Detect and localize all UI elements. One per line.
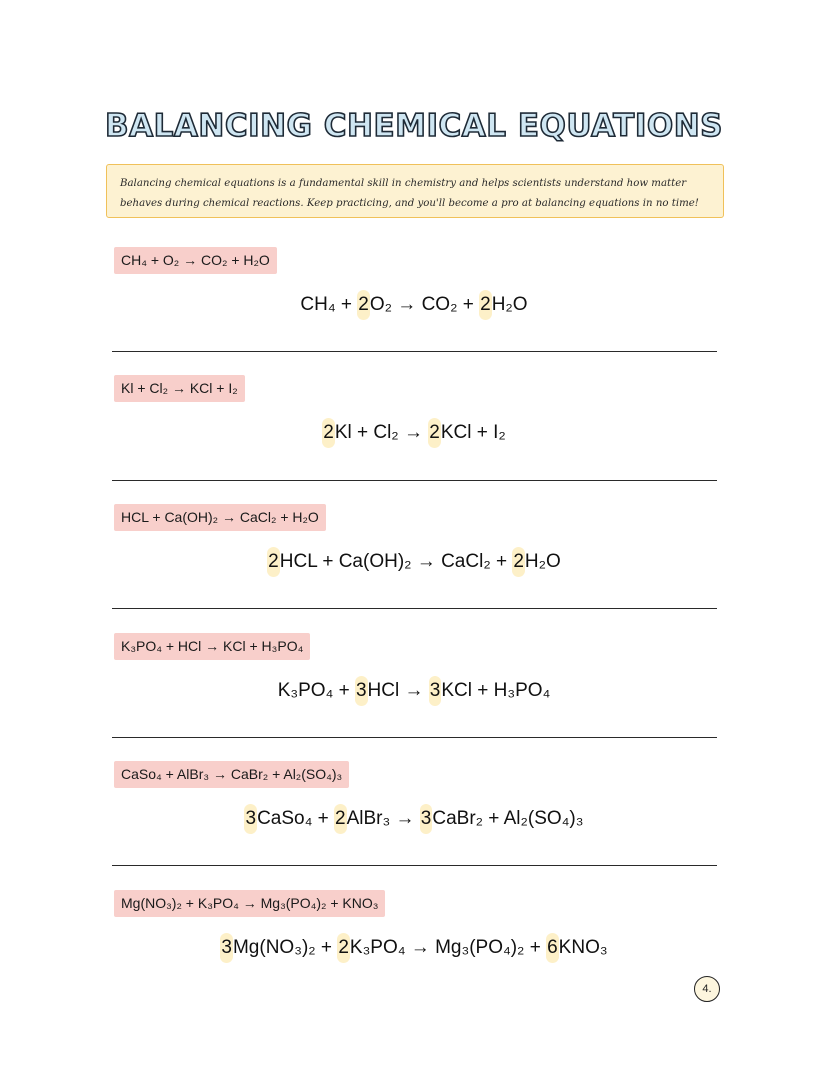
coefficient: 2: [357, 290, 370, 320]
unbalanced-equation: Mg(NO₃)₂ + K₃PO₄ → Mg₃(PO₄)₂ + KNO₃: [114, 890, 385, 917]
coefficient: 3: [420, 804, 433, 834]
equation-part: KCl + H₃PO₄: [441, 680, 551, 701]
divider-line: [112, 865, 717, 866]
equation-part: CaSo₄ +: [257, 808, 334, 829]
coefficient: 2: [322, 418, 335, 448]
equation-part: CH₄ +: [300, 294, 358, 315]
unbalanced-equation: CH₄ + O₂ → CO₂ + H₂O: [114, 247, 277, 274]
unbalanced-equation: HCL + Ca(OH)₂ → CaCl₂ + H₂O: [114, 504, 326, 531]
divider-line: [112, 351, 717, 352]
balanced-equation: [0, 544, 828, 580]
unbalanced-equation: CaSo₄ + AlBr₃ → CaBr₂ + Al₂(SO₄)₃: [114, 761, 349, 788]
equation-problem-3: [0, 504, 828, 632]
equation-part: H₂O: [524, 551, 561, 572]
equation-part: K₃PO₄ +: [277, 680, 355, 701]
equation-problem-1: [0, 247, 828, 375]
equation-part: Mg(NO₃)₂ +: [232, 937, 338, 958]
divider-line: [112, 608, 717, 609]
equation-part: CaBr₂ + Al₂(SO₄)₃: [432, 808, 584, 829]
equation-part: AlBr₃ →: [346, 808, 420, 829]
equation-problem-4: [0, 633, 828, 761]
balanced-equation: [0, 415, 828, 451]
coefficient: 6: [546, 933, 559, 963]
unbalanced-equation: K₃PO₄ + HCl → KCl + H₃PO₄: [114, 633, 310, 660]
balanced-equation: [0, 287, 828, 323]
intro-note: Balancing chemical equations is a fundamental skill in chemistry and helps scientists understand how matter behaves during chemical reactions. Keep practicing, and you'll become a pro at balancing equations in no time!: [106, 164, 724, 218]
balanced-equation: [0, 801, 828, 837]
equation-problem-2: [0, 375, 828, 503]
equation-part: KNO₃: [558, 937, 608, 958]
page-title: BALANCING CHEMICAL EQUATIONS: [105, 108, 723, 144]
coefficient: 2: [479, 290, 492, 320]
equation-part: K₃PO₄ → Mg₃(PO₄)₂ +: [349, 937, 547, 958]
balanced-equation: [0, 930, 828, 966]
equation-part: HCl →: [367, 680, 429, 701]
page-number: 4.: [694, 976, 720, 1002]
equation-problem-5: [0, 761, 828, 889]
coefficient: 2: [334, 804, 347, 834]
equation-part: KCl + I₂: [440, 422, 506, 443]
divider-line: [112, 480, 717, 481]
equation-part: O₂ → CO₂ +: [369, 294, 480, 315]
equation-part: Kl + Cl₂ →: [334, 422, 429, 443]
coefficient: 2: [337, 933, 350, 963]
coefficient: 3: [244, 804, 257, 834]
equation-part: H₂O: [491, 294, 528, 315]
coefficient: 2: [267, 547, 280, 577]
coefficient: 2: [428, 418, 441, 448]
equation-part: HCL + Ca(OH)₂ → CaCl₂ +: [279, 551, 513, 572]
divider-line: [112, 737, 717, 738]
coefficient: 3: [355, 676, 368, 706]
coefficient: 3: [220, 933, 233, 963]
coefficient: 3: [429, 676, 442, 706]
balanced-equation: [0, 673, 828, 709]
unbalanced-equation: Kl + Cl₂ → KCl + I₂: [114, 375, 245, 402]
coefficient: 2: [512, 547, 525, 577]
